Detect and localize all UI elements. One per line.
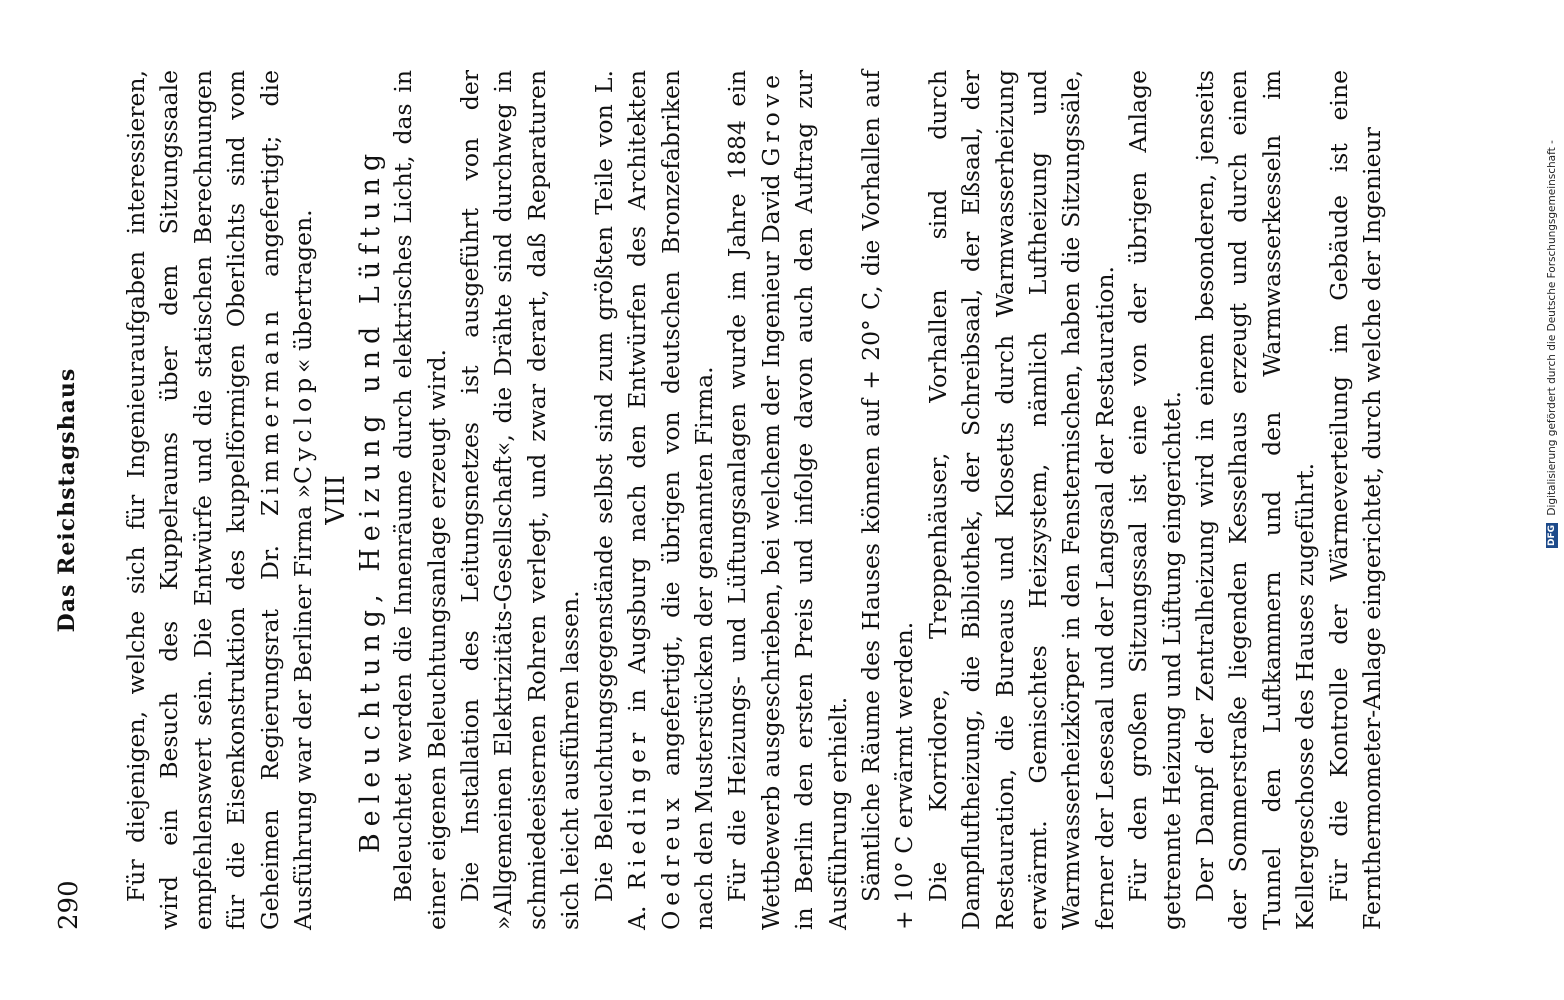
paragraph xyxy=(588,70,722,930)
paragraph xyxy=(721,70,855,930)
page-number: 290 xyxy=(54,880,84,930)
text-segment: Für diejenigen, welche sich für Ingenieuraufgaben interessieren, wird ein Besuch des Kuppelraums über dem Sitzungssaale empfehlenswert sein. Die Entwürfe und die statischen Berechnungen für die Eisenkonstruktion des kuppelförmigen Oberlichts sind vom Geheimen Regierungsrat Dr. xyxy=(122,70,284,930)
paragraph xyxy=(387,70,454,930)
text-segment: Die Beleuchtungsgegenstände selbst sind zum größten Teile von L. A. xyxy=(589,70,652,930)
text-segment: in Berlin den ersten Preis und infolge davon auch den Auftrag zur Ausführung erhielt. xyxy=(790,70,852,930)
emphasized-name: Oedreux xyxy=(656,793,685,930)
running-title: Das Reichstagshaus xyxy=(54,367,80,633)
text-segment: « übertragen. xyxy=(289,209,318,373)
paragraph xyxy=(1323,70,1390,930)
emphasized-name: Zimmermann xyxy=(255,305,284,516)
text-segment: Beleuchtet werden die Innenräume durch elektrisches Licht, das in einer eigenen Beleuchtungsanlage erzeugt wird. xyxy=(389,70,451,930)
paragraph xyxy=(1122,70,1189,930)
text-segment: Die Korridore, Treppenhäuser, Vorhallen sind durch Dampfluftheizung, die Bibliothek, der Schreibsaal, der Eßsaal, der Restauration, die Bureaus und Klosetts durch Warmwasserheizung erwärmt. Gemischtes Heizsystem, nämlich Luftheizung und Warmwasserheizkörper in den Fensternischen, haben die Sitzungssäle, ferner der Lesesaal und der Langsaal der Restauration. xyxy=(923,70,1119,930)
text-segment: Für die Heizungs- und Lüftungsanlagen wurde im Jahre 1884 ein Wettbewerb ausgeschrieben, bei welchem der Ingenieur David xyxy=(723,70,785,930)
chapter-title: Beleuchtung, Heizung und Lüftung xyxy=(354,146,386,854)
paragraph xyxy=(454,70,588,930)
emphasized-name: Grove xyxy=(756,70,785,167)
text-segment: Sämtliche Räume des Hauses können auf + 20° C, die Vorhallen auf + 10° C erwärmt werden. xyxy=(856,70,919,930)
text-segment: in Augsburg nach den Entwürfen des Architekten xyxy=(623,70,652,728)
page-body xyxy=(120,70,1389,930)
digitization-note-text: Digitalisierung gefördert durch die Deutsche Forschungsgemeinschaft - xyxy=(1546,140,1558,516)
text-segment: Für den großen Sitzungssaal ist eine von der übrigen Anlage getrennte Heizung und Lüftung eingerichtet. xyxy=(1124,70,1186,930)
chapter-number: VIII xyxy=(321,475,352,525)
paragraphs-after xyxy=(387,70,1389,930)
dfg-badge: DFG xyxy=(1547,524,1557,546)
emphasized-name: Cyclop xyxy=(289,372,318,484)
paragraph xyxy=(1189,70,1323,930)
paragraph xyxy=(855,70,922,930)
paragraph xyxy=(120,70,320,930)
text-segment: Für die Kontrolle der Wärmeverteilung im Gebäude ist eine Fernthermometer-Anlage eingerichtet, durch welche der Ingenieur xyxy=(1324,70,1387,930)
text-segment: Die Installation des Leitungsnetzes ist ausgeführt von der »Allgemeinen Elektrizitäts-Gesellschaft«, die Drähte sind durchweg in schmiedeeisernen Rohren verlegt, und zwar derart, daß Reparaturen sich leicht ausführen lassen. xyxy=(456,70,585,930)
text-segment: Der Dampf der Zentralheizung wird in einem besonderen, jenseits der Sommerstraße liegenden Kesselhaus erzeugt und durch einen Tunnel den Luftkammern und den Warmwasserkesseln im Kellergeschosse des Hauses zugeführt. xyxy=(1191,70,1320,930)
paragraph xyxy=(922,70,1122,930)
page-header xyxy=(40,70,84,930)
text-segment: angefertigt, die übrigen von deutschen Bronzefabriken nach den Musterstücken der genannten Firma. xyxy=(656,70,718,930)
text-segment: angefertigt; die Ausführung war der Berliner Firma » xyxy=(255,70,318,930)
paragraphs-before xyxy=(120,70,320,930)
emphasized-name: Riedinger xyxy=(623,727,652,890)
